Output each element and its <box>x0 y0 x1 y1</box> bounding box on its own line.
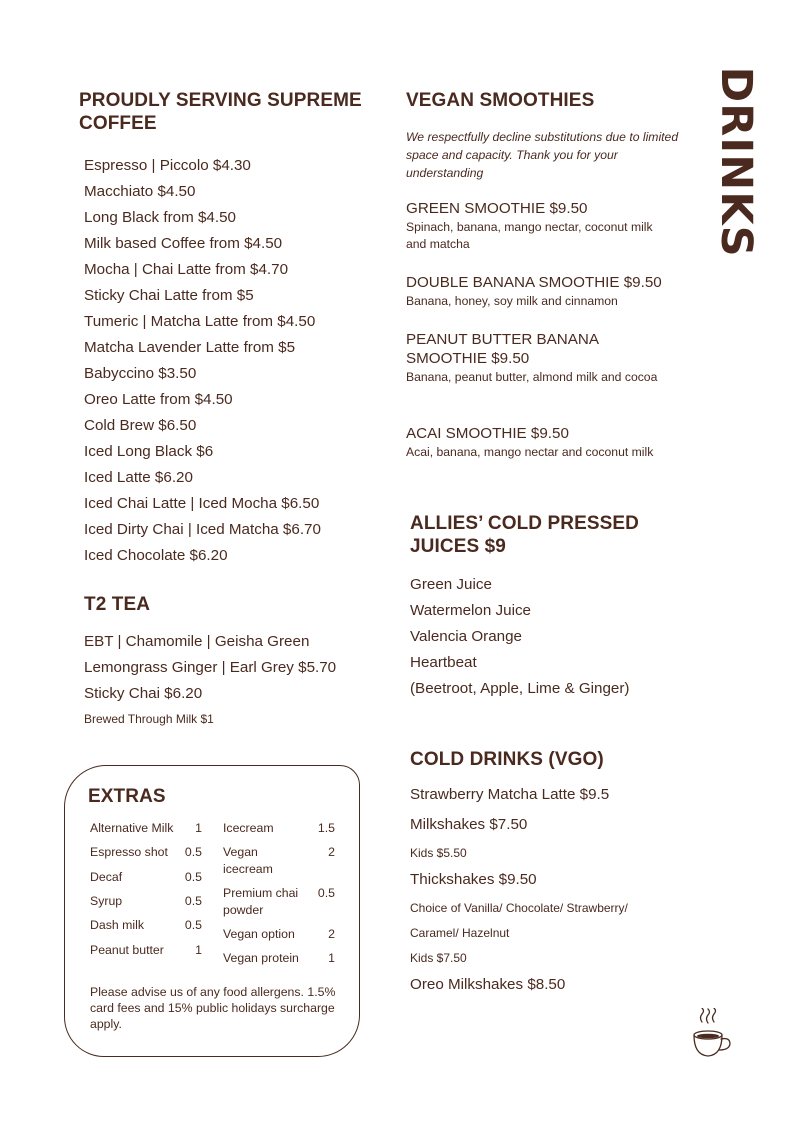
juice-item: Green Juice <box>410 576 492 593</box>
smoothies-section <box>406 89 686 489</box>
juice-item: (Beetroot, Apple, Lime & Ginger) <box>410 680 630 697</box>
extra-price: 1 <box>328 951 335 965</box>
extra-name: Dash milk <box>90 918 144 932</box>
smoothie-item <box>406 330 661 386</box>
coffee-item: Oreo Latte from $4.50 <box>84 391 233 408</box>
smoothie-item <box>406 424 661 461</box>
extra-price: 0.5 <box>184 845 202 859</box>
side-title <box>705 66 767 258</box>
extra-name: Vegan protein <box>223 951 299 965</box>
juice-item: Watermelon Juice <box>410 602 531 619</box>
coffee-item: Tumeric | Matcha Latte from $4.50 <box>84 313 316 330</box>
coffee-section <box>79 89 379 569</box>
smoothie-name: PEANUT BUTTER BANANA SMOOTHIE $9.50 <box>406 331 599 367</box>
juice-item: Valencia Orange <box>410 628 523 645</box>
extra-name: Peanut butter <box>90 943 164 957</box>
milkshakes-item: Milkshakes $7.50 <box>410 816 528 833</box>
coffee-item: Iced Dirty Chai | Iced Matcha $6.70 <box>84 521 321 538</box>
extras-footer: Please advise us of any food allergens. 1.5% card fees and 15% public holidays surcharge apply. <box>90 985 336 1031</box>
extra-price: 1.5 <box>317 821 335 835</box>
coffee-item: Iced Latte $6.20 <box>84 469 193 486</box>
extra-price: 0.5 <box>317 886 335 900</box>
extra-price: 1 <box>195 943 202 957</box>
coffee-item: Cold Brew $6.50 <box>84 417 197 434</box>
milkshakes-kids: Kids $5.50 <box>410 846 467 860</box>
smoothies-intro: We respectfully decline substitutions due to limited space and capacity. Thank you for your understanding <box>406 130 679 180</box>
extra-name: Espresso shot <box>90 845 168 859</box>
extra-price: 0.5 <box>184 894 202 908</box>
coffee-item: Babyccino $3.50 <box>84 365 197 382</box>
juices-title: ALLIES’ COLD PRESSED JUICES $9 <box>410 513 639 557</box>
smoothie-desc: Banana, peanut butter, almond milk and cocoa <box>406 370 658 384</box>
smoothie-name: GREEN SMOOTHIE $9.50 <box>406 200 588 217</box>
extras-title: EXTRAS <box>88 786 166 807</box>
coffee-item: Sticky Chai Latte from $5 <box>84 287 254 304</box>
tea-item: EBT | Chamomile | Geisha Green <box>84 633 310 650</box>
coffee-item: Iced Long Black $6 <box>84 443 214 460</box>
extra-name: Vegan option <box>223 927 295 941</box>
flavours-line-1: Choice of Vanilla/ Chocolate/ Strawberry/ <box>410 901 628 915</box>
thickshakes-item: Thickshakes $9.50 <box>410 871 537 888</box>
thickshakes-kids: Kids $7.50 <box>410 951 467 965</box>
side-title-text: DRINKS <box>711 66 761 258</box>
extra-price: 2 <box>328 927 335 941</box>
strawberry-matcha-item: Strawberry Matcha Latte $9.5 <box>410 786 610 803</box>
coffee-item: Iced Chai Latte | Iced Mocha $6.50 <box>84 495 320 512</box>
extra-price: 2 <box>328 845 335 859</box>
tea-list <box>84 629 384 707</box>
coffee-item: Mocha | Chai Latte from $4.70 <box>84 261 289 278</box>
coffee-item: Milk based Coffee from $4.50 <box>84 235 283 252</box>
smoothie-item <box>406 199 661 253</box>
juice-item: Heartbeat <box>410 654 477 671</box>
smoothie-desc: Banana, honey, soy milk and cinnamon <box>406 294 618 308</box>
extra-price: 1 <box>195 821 202 835</box>
flavours-line-2: Caramel/ Hazelnut <box>410 926 510 940</box>
coffee-item: Iced Chocolate $6.20 <box>84 547 228 564</box>
extra-name: Decaf <box>90 870 123 884</box>
extra-name: Icecream <box>223 821 274 835</box>
extra-price: 0.5 <box>184 918 202 932</box>
smoothie-name: ACAI SMOOTHIE $9.50 <box>406 425 569 442</box>
juices-section <box>410 512 690 702</box>
smoothie-name: DOUBLE BANANA SMOOTHIE $9.50 <box>406 274 662 291</box>
extra-name: Syrup <box>90 894 123 908</box>
smoothies-title: VEGAN SMOOTHIES <box>406 90 595 111</box>
coffee-title: PROUDLY SERVING SUPREME COFFEE <box>79 90 362 134</box>
coffee-item: Macchiato $4.50 <box>84 183 196 200</box>
smoothie-item <box>406 273 676 310</box>
oreo-milkshakes-item: Oreo Milkshakes $8.50 <box>410 976 566 993</box>
extra-name: Alternative Milk <box>90 821 174 835</box>
smoothie-desc: Acai, banana, mango nectar and coconut milk <box>406 445 654 459</box>
coffee-list <box>84 153 379 569</box>
extra-name: Premium chai powder <box>223 886 299 917</box>
extra-price: 0.5 <box>184 870 202 884</box>
tea-item: Lemongrass Ginger | Earl Grey $5.70 <box>84 659 337 676</box>
smoothie-desc: Spinach, banana, mango nectar, coconut milk and matcha <box>406 220 653 251</box>
tea-section <box>84 593 384 727</box>
tea-item: Sticky Chai $6.20 <box>84 685 203 702</box>
extra-name: Vegan icecream <box>223 845 273 876</box>
coffee-item: Long Black from $4.50 <box>84 209 236 226</box>
extras-box <box>64 765 360 1057</box>
tea-title: T2 TEA <box>84 594 151 615</box>
coffee-cup-icon <box>690 1008 738 1060</box>
coffee-item: Espresso | Piccolo $4.30 <box>84 157 251 174</box>
cold-drinks-title: COLD DRINKS (VGO) <box>410 749 604 770</box>
tea-note: Brewed Through Milk $1 <box>84 712 214 726</box>
juice-list <box>410 572 690 702</box>
coffee-item: Matcha Lavender Latte from $5 <box>84 339 296 356</box>
